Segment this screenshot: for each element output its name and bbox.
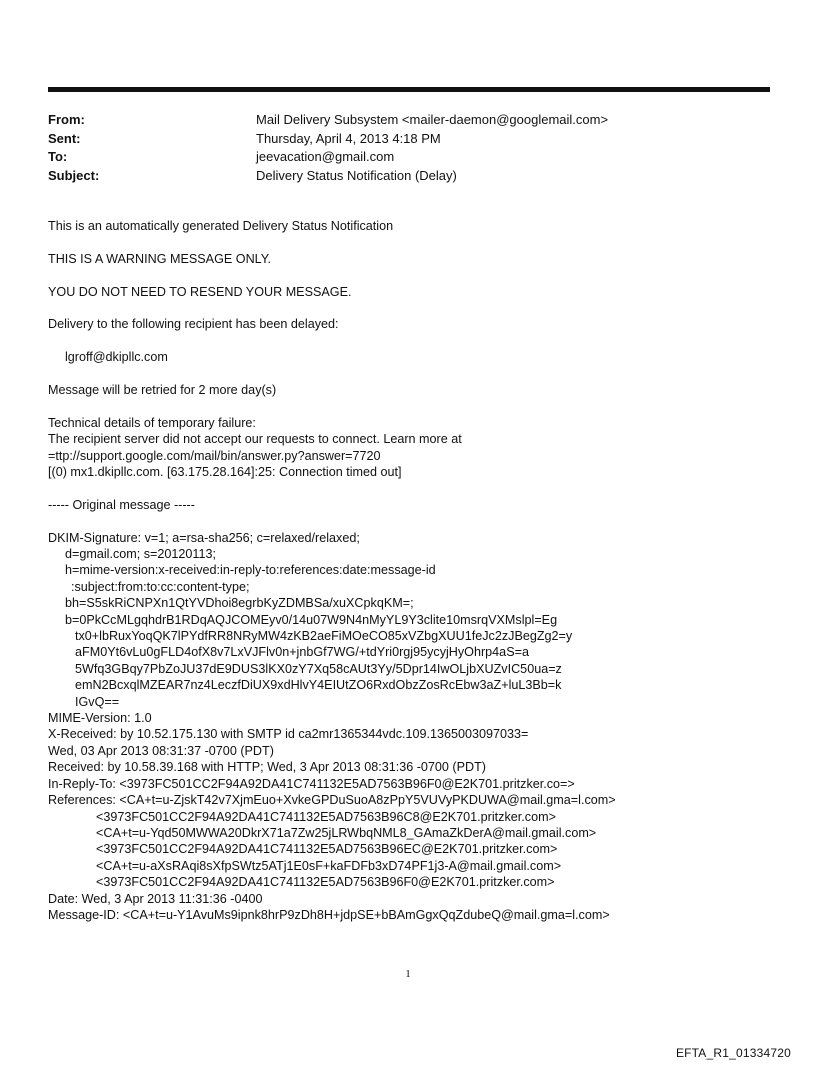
reference-line: <3973FC501CC2F94A92DA41C741132E5AD7563B96C8@E2K701.pritzker.com>: [96, 809, 556, 824]
dkim-line: DKIM-Signature: v=1; a=rsa-sha256; c=relaxed/relaxed;: [48, 530, 360, 545]
mime-line: Received: by 10.58.39.168 with HTTP; Wed, 3 Apr 2013 08:31:36 -0700 (PDT): [48, 760, 486, 775]
dkim-line: emN2BcxqlMZEAR7nz4LeczfDiUX9xdHlvY4EIUtZO6RxdObzZosRcEbw3aZ+luL3Bb=k: [75, 678, 562, 693]
dkim-line: aFM0Yt6vLu0gFLD4ofX8v7LxVJFlv0n+jnbGf7WG/+tdYri0rgj95ycyjHyOhrp4aS=a: [75, 645, 529, 660]
document-id: EFTA_R1_01334720: [675, 1046, 791, 1060]
body-line: Message will be retried for 2 more day(s): [48, 382, 277, 397]
body-line: Delivery to the following recipient has been delayed:: [48, 317, 339, 332]
page-number: 1: [405, 968, 411, 980]
from-value: Mail Delivery Subsystem <mailer-daemon@googlemail.com>: [256, 112, 609, 127]
from-row: [48, 111, 608, 130]
original-message-divider: ----- Original message -----: [48, 497, 195, 512]
body-line: This is an automatically generated Delivery Status Notification: [48, 219, 394, 233]
mime-line: References: <CA+t=u-ZjskT42v7XjmEuo+XvkeGPDuSuoA8zPpY5VUVyPKDUWA@mail.gma=l.com>: [48, 793, 616, 808]
sent-value: Thursday, April 4, 2013 4:18 PM: [256, 130, 441, 146]
dkim-line: bh=S5skRiCNPXn1QtYVDhoi8egrbKyZDMBSa/xuXCpkqKM=;: [65, 596, 414, 611]
mime-line: MIME-Version: 1.0: [48, 711, 152, 726]
sent-row: [48, 130, 608, 149]
to-value: jeevacation@gmail.com: [256, 149, 395, 164]
dkim-line: h=mime-version:x-received:in-reply-to:references:date:message-id: [65, 563, 436, 578]
subject-row: [48, 167, 608, 186]
body-line: =ttp://support.google.com/mail/bin/answer.py?answer=7720: [48, 448, 381, 463]
to-label: To:: [48, 149, 68, 164]
reference-line: <CA+t=u-Yqd50MWWA20DkrX71a7Zw25jLRWbqNML8_GAmaZkDerA@mail.gmail.com>: [96, 825, 597, 840]
mime-line: X-Received: by 10.52.175.130 with SMTP id ca2mr1365344vdc.109.1365003097033=: [48, 727, 529, 742]
recipient-address: lgroff@dkipllc.com: [65, 350, 168, 365]
reference-line: <CA+t=u-aXsRAqi8sXfpSWtz5ATj1E0sF+kaFDFb3xD74PF1j3-A@mail.gmail.com>: [96, 858, 562, 873]
reference-line: <3973FC501CC2F94A92DA41C741132E5AD7563B96EC@E2K701.pritzker.com>: [96, 842, 558, 857]
mime-line: Message-ID: <CA+t=u-Y1AvuMs9ipnk8hrP9zDh8H+jdpSE+bBAmGgxQqZdubeQ@mail.gma=l.com>: [48, 907, 610, 922]
body-line: [(0) mx1.dkipllc.com. [63.175.28.164]:25: Connection timed out]: [48, 465, 402, 479]
dkim-line: d=gmail.com; s=20120113;: [65, 547, 216, 561]
body-line: THIS IS A WARNING MESSAGE ONLY.: [48, 251, 272, 266]
subject-label: Subject:: [48, 167, 100, 183]
email-header: [48, 111, 608, 185]
mime-line: In-Reply-To: <3973FC501CC2F94A92DA41C741132E5AD7563B96F0@E2K701.pritzker.co=>: [48, 776, 575, 791]
mime-line: Wed, 03 Apr 2013 08:31:37 -0700 (PDT): [48, 743, 274, 758]
dkim-line: tx0+lbRuxYoqQK7lPYdfRR8NRyMW4zKB2aeFiMOeCO85xVZbgXUU1feJc2zJBegZg2=y: [75, 629, 573, 644]
dkim-line: b=0PkCcMLgqhdrB1RDqAQJCOMEyv0/14u07W9N4nMyYL9Y3clite10msrqVXMslpl=Eg: [65, 612, 558, 627]
reference-line: <3973FC501CC2F94A92DA41C741132E5AD7563B96F0@E2K701.pritzker.com>: [96, 875, 555, 890]
mime-line: Date: Wed, 3 Apr 2013 11:31:36 -0400: [48, 891, 263, 906]
dkim-line: IGvQ==: [75, 694, 120, 709]
body-line: Technical details of temporary failure:: [48, 415, 256, 430]
to-row: [48, 148, 608, 167]
header-rule: [48, 87, 770, 92]
subject-value: Delivery Status Notification (Delay): [256, 167, 457, 183]
email-body: [48, 218, 783, 923]
sent-label: Sent:: [48, 130, 81, 146]
body-line: The recipient server did not accept our requests to connect. Learn more at: [48, 432, 462, 447]
dkim-line: :subject:from:to:cc:content-type;: [71, 579, 250, 594]
from-label: From:: [48, 112, 85, 127]
dkim-line: 5Wfq3GBqy7PbZoJU37dE9DUS3lKX0zY7Xq58cAUt3Yy/5Dpr14IwOLjbXUZvIC50ua=z: [75, 661, 562, 676]
body-line: YOU DO NOT NEED TO RESEND YOUR MESSAGE.: [48, 284, 352, 299]
